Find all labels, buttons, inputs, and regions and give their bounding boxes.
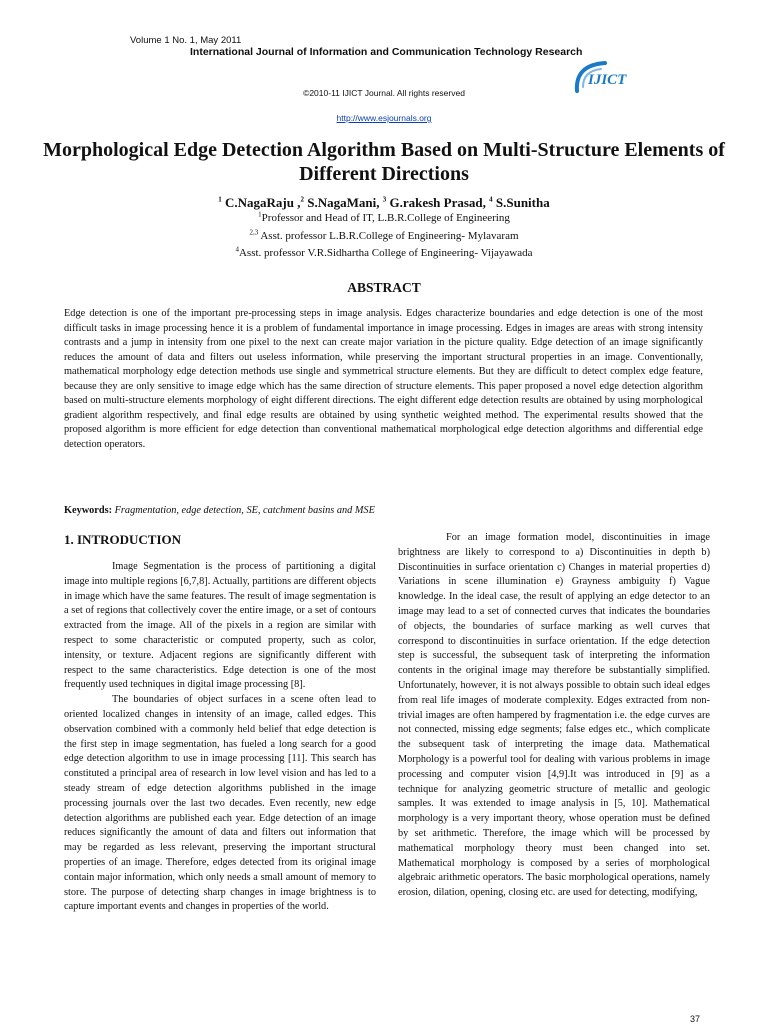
affiliation-2: $^{2,3}$ Asst. professor L.B.R.College of Engineering- Mylavaram xyxy=(249,228,519,242)
affiliation-1: $^1$Professor and Head of IT, L.B.R.College of Engineering xyxy=(258,210,510,224)
author-name: G.rakesh Prasad, xyxy=(389,195,490,210)
author-name: S.Sunitha xyxy=(495,195,550,210)
paragraph: The boundaries of object surfaces in a scene often lead to oriented localized changes in intensity of an image, called edges. This observation combined with a commonly held belief that edge detection is the first step in image segmentation, has fueled a long search for a good edge detection algorithm to use in image processing [11]. This search has constituted a principal area of research in low level vision and has led to a steady stream of edge detection algorithms published in the image processing journals over the last two decades. Even recently, new edge detection algorithms are published each year. Edge detection of an image reduces significantly the amount of data and filters out information that may be regarded as less relevant, preserving the important structural properties of an image. Therefore, edges detected from its original image contain major information, which only needs a small amount of memory to store. The purpose of detecting sharp changes in image brightness is to capture important events and changes in properties of the world. xyxy=(64,694,376,913)
keywords-value: Fragmentation, edge detection, SE, catchment basins and MSE xyxy=(114,505,375,516)
logo-text: IJICT xyxy=(588,72,627,88)
paper-title: Morphological Edge Detection Algorithm Based on Multi-Structure Elements of Different Directions xyxy=(43,139,725,185)
section-heading-introduction: 1. INTRODUCTION xyxy=(64,532,182,547)
affiliation-3: $^4$Asst. professor V.R.Sidhartha College of Engineering- Vijayawada xyxy=(235,245,533,259)
page-number: 37 xyxy=(690,1014,701,1024)
left-column xyxy=(64,560,376,915)
paragraph: For an image formation model, discontinuities in image brightness are likely to correspond to a) Discontinuities in depth b) Discontinuities in surface orientation c) Changes in material properties d) Variations in scene illumination e) Grayness ambiguity f) Vague knowledge. In the ideal case, the result of applying an edge detector to an image may lead to a set of connected curves that indicates the boundaries of objects, the boundaries of surface marking as well curves that correspond to discontinuities in surface orientation. If the edge detection step is successful, the subsequent task of interpreting the information contents in the original image may therefore be substantially simplified. Unfortunately, however, it is not always possible to obtain such ideal edges from real life images of moderate complexity. Edges extracted from non-trivial images are often hampered by fragmentation i.e. the edge curves are not connected, missing edge segments; false edges etc., which complicate the subsequent task of interpreting the image data. Mathematical Morphology is a powerful tool for dealing with various problems in image processing and computer vision [4,9].It was introduced in [9] as a technique for analyzing geometric structure of metallic and geologic samples. It was extended to image analysis in [5, 10]. Mathematical morphology is a very important theory, whose operation must be defined by set arithmetic. Therefore, the image which will be processed by mathematical morphology theory must been changed into set. Mathematical morphology is composed by a series of morphological algebraic arithmetic operators. The basic morphological operations, namely erosion, dilation, opening, closing etc. are used for detecting, modifying, xyxy=(398,532,710,899)
journal-name: International Journal of Information and Communication Technology Research xyxy=(190,46,583,58)
right-column xyxy=(398,531,710,901)
author-name: C.NagaRaju , xyxy=(225,195,301,210)
author-sup: 4 xyxy=(489,195,493,204)
volume-info: Volume 1 No. 1, May 2011 xyxy=(130,35,242,46)
author-sup: 2 xyxy=(300,195,304,204)
keywords-label: Keywords: xyxy=(64,505,113,516)
journal-url-link[interactable]: http://www.esjournals.org xyxy=(336,113,432,123)
copyright-notice: ©2010-11 IJICT Journal. All rights reserved xyxy=(303,88,465,98)
abstract-text: Edge detection is one of the important pre-processing steps in image analysis. Edges characterize boundaries and edge detection is one of the most difficult tasks in image processing hence it is a problem of fundamental importance in image processing. Edges in images are areas with strong intensity contrasts and a jump in intensity from one pixel to the next can create major variation in the picture quality. Edge detection of an image significantly reduces the amount of data and filters out useless information, while preserving the important structural properties in an image. Conventionally, mathematical morphology edge detection methods use single and symmetrical structure elements. But they are difficult to detect complex edge feature, because they are only sensitive to image edge which has the same direction of structure elements. This paper proposed a novel edge detection algorithm based on multi-structure elements morphology of eight different directions. The eight different edge detection results are obtained by using morphological gradient algorithm respectively, and final edge results are obtained by using synthetic weighted method. The experimental results showed that the proposed algorithm is more efficient for edge detection than conventional mathematical morphological edge detection algorithms and differential edge detection operators. xyxy=(64,308,703,450)
author-list xyxy=(0,195,768,211)
paragraph: Image Segmentation is the process of partitioning a digital image into multiple regions [6,7,8]. Actually, partitions are different objects in image which have the same features. The result of image segmentation is a set of regions that collectively cover the entire image, or a set of contours extracted from the image. All of the pixels in a region are similar with respect to some characteristic or computed property, such as color, intensity, or texture. Adjacent regions are significantly different with respect to the same characteristics. Edge detection is one of the most frequently used techniques in digital image processing [8]. xyxy=(64,561,376,691)
author-sup: 3 xyxy=(382,195,387,204)
keywords-line xyxy=(64,505,703,516)
author-sup: 1 xyxy=(218,195,222,204)
abstract-heading: ABSTRACT xyxy=(347,280,421,295)
author-name: S.NagaMani, xyxy=(307,195,383,210)
